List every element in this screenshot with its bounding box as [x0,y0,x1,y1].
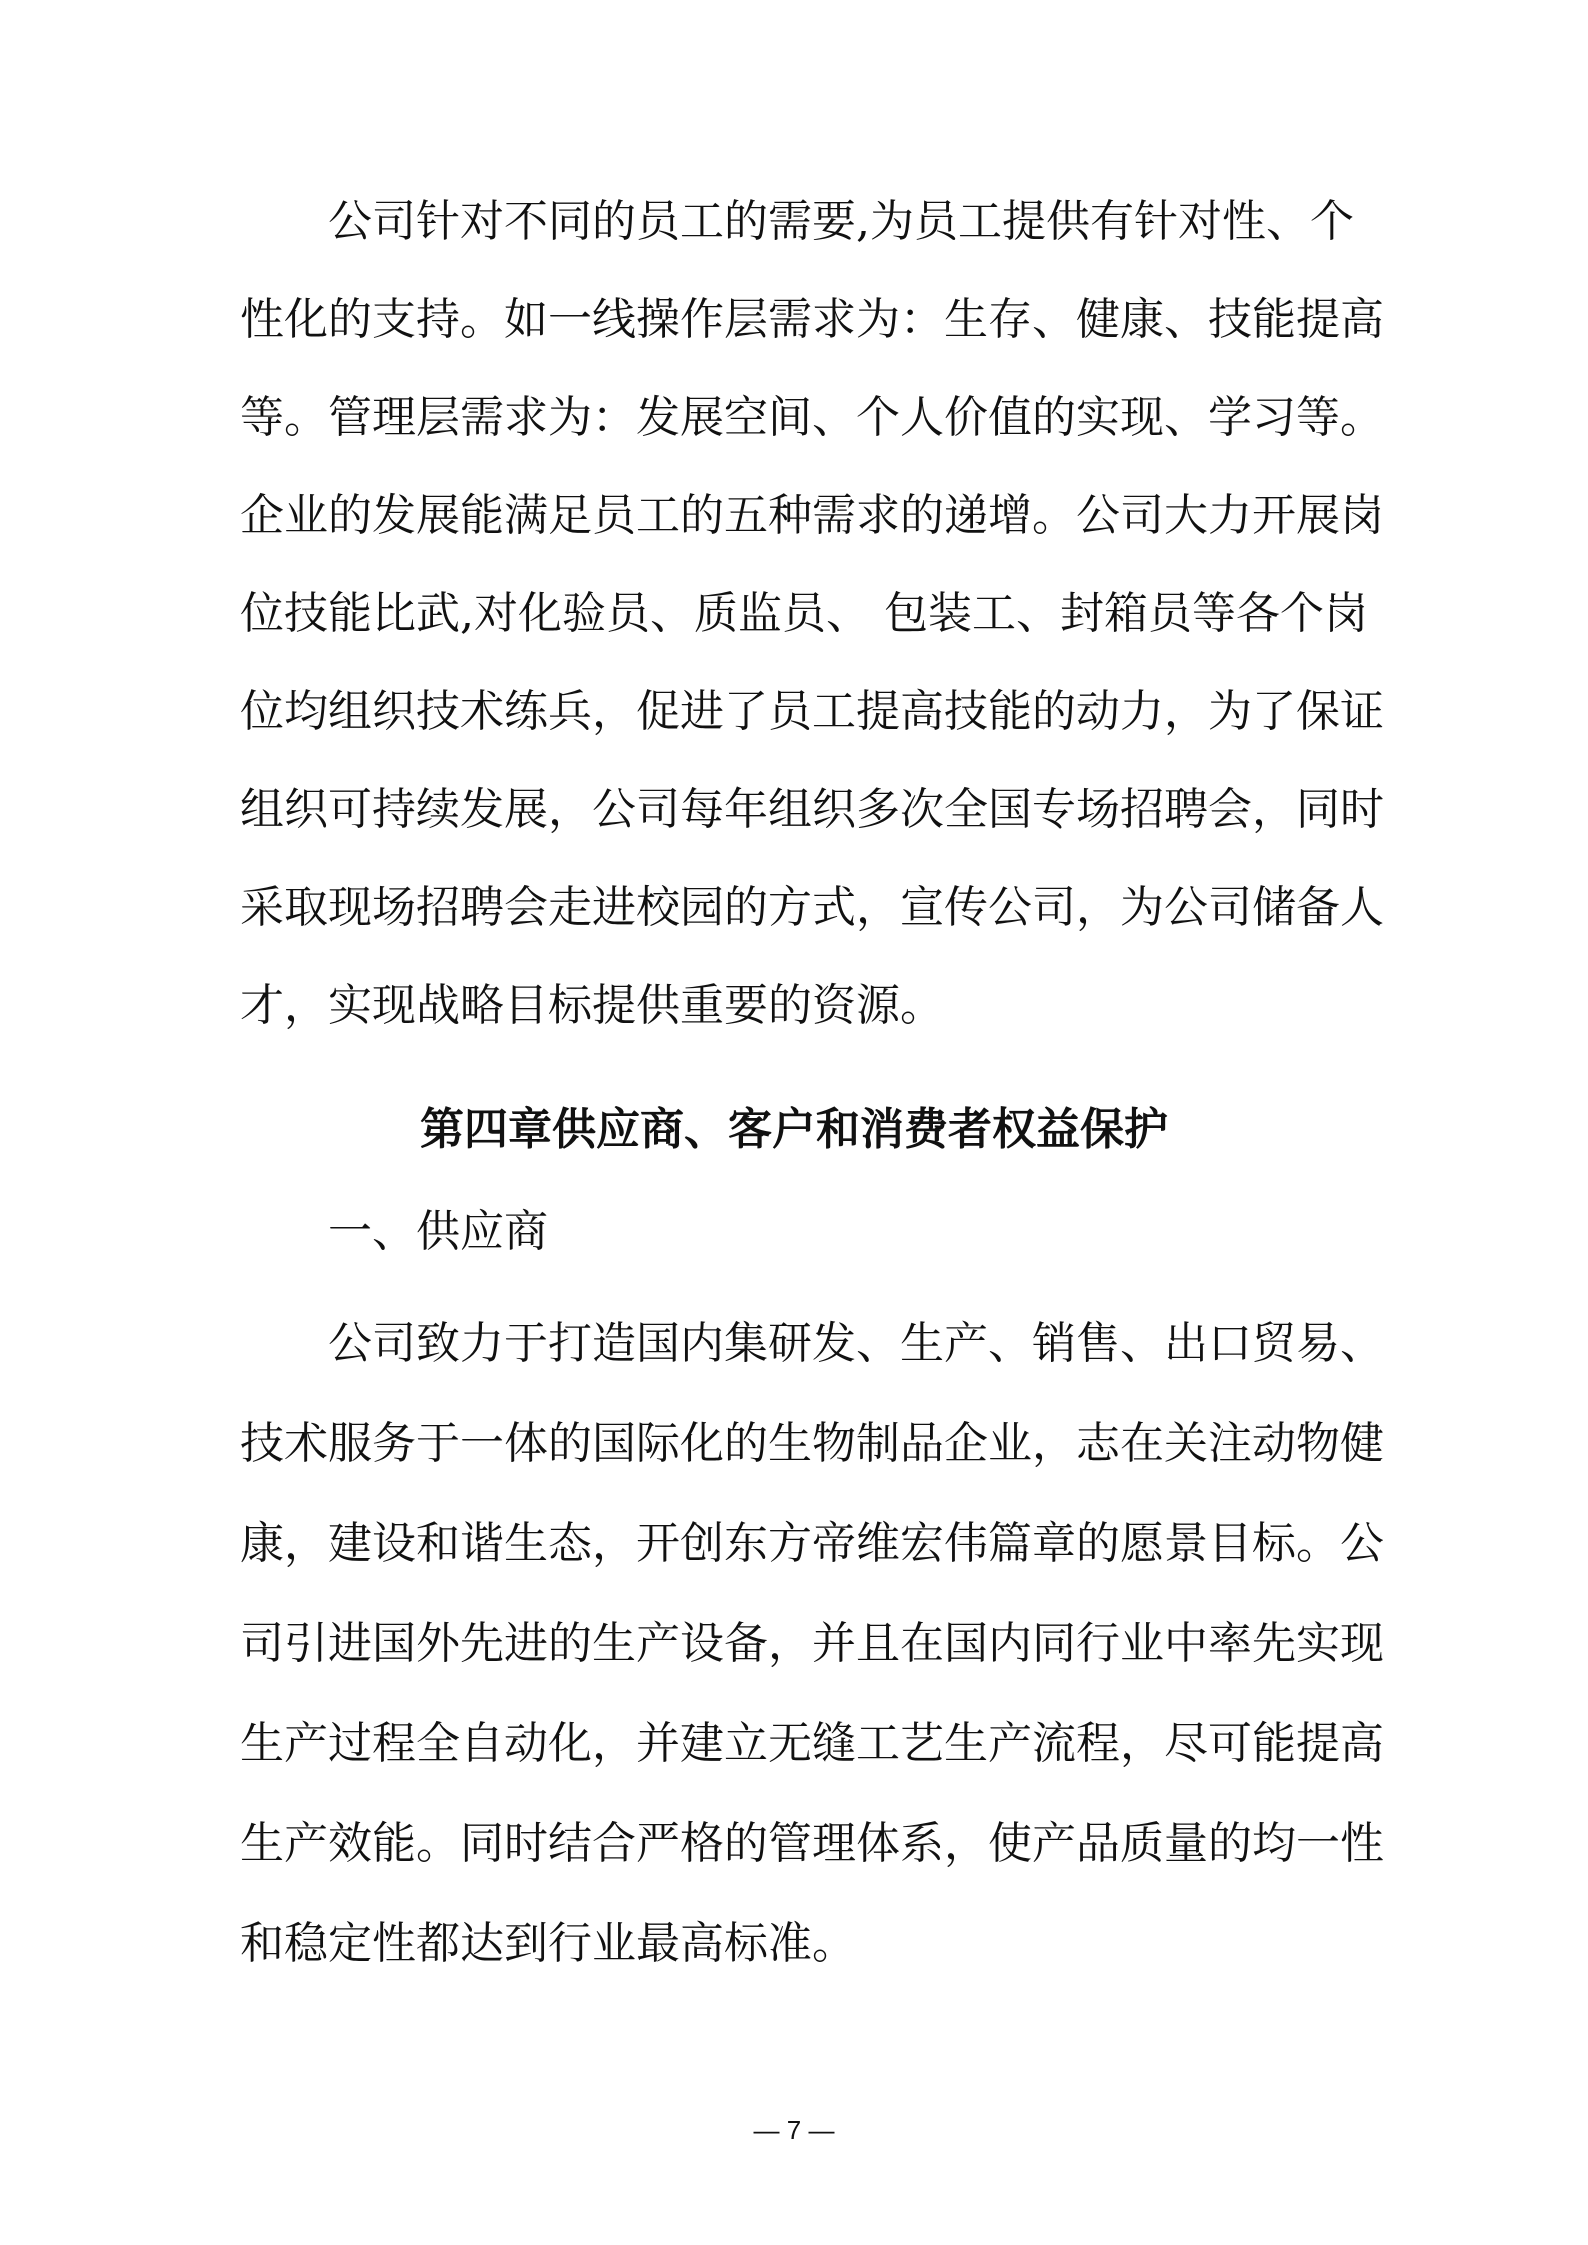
paragraph-1-line-2: 性化的支持。如一线操作层需求为：生存、健康、技能提高 [240,294,1384,345]
paragraph-2-line-7: 和稳定性都达到行业最高标准。 [240,1918,856,1969]
paragraph-2-line-3: 康，建设和谐生态，开创东方帝维宏伟篇章的愿景目标。公 [240,1518,1384,1569]
paragraph-1-line-1: 公司针对不同的员工的需要,为员工提供有针对性、个 [328,196,1354,247]
chapter-heading: 第四章供应商、客户和消费者权益保护 [420,1104,1168,1155]
paragraph-1-line-7: 组织可持续发展，公司每年组织多次全国专场招聘会，同时 [240,784,1384,835]
paragraph-2-line-6: 生产效能。同时结合严格的管理体系，使产品质量的均一性 [240,1818,1384,1869]
paragraph-1-line-4: 企业的发展能满足员工的五种需求的递增。公司大力开展岗 [240,490,1384,541]
page-number: — 7 — [753,2115,835,2145]
paragraph-1-line-9: 才，实现战略目标提供重要的资源。 [240,980,944,1031]
paragraph-2-line-4: 司引进国外先进的生产设备，并且在国内同行业中率先实现 [240,1618,1384,1669]
paragraph-2-line-5: 生产过程全自动化，并建立无缝工艺生产流程，尽可能提高 [240,1718,1384,1769]
paragraph-2-line-2: 技术服务于一体的国际化的生物制品企业，志在关注动物健 [240,1418,1384,1469]
paragraph-1-line-6: 位均组织技术练兵，促进了员工提高技能的动力，为了保证 [240,686,1384,737]
section-heading: 一、供应商 [328,1206,548,1257]
paragraph-2-line-1: 公司致力于打造国内集研发、生产、销售、出口贸易、 [328,1318,1384,1369]
paragraph-1-line-5: 位技能比武,对化验员、质监员、 包装工、封箱员等各个岗 [240,588,1368,639]
paragraph-1-line-3: 等。管理层需求为：发展空间、个人价值的实现、学习等。 [240,392,1384,443]
paragraph-1-line-8: 采取现场招聘会走进校园的方式，宣传公司，为公司储备人 [240,882,1384,933]
